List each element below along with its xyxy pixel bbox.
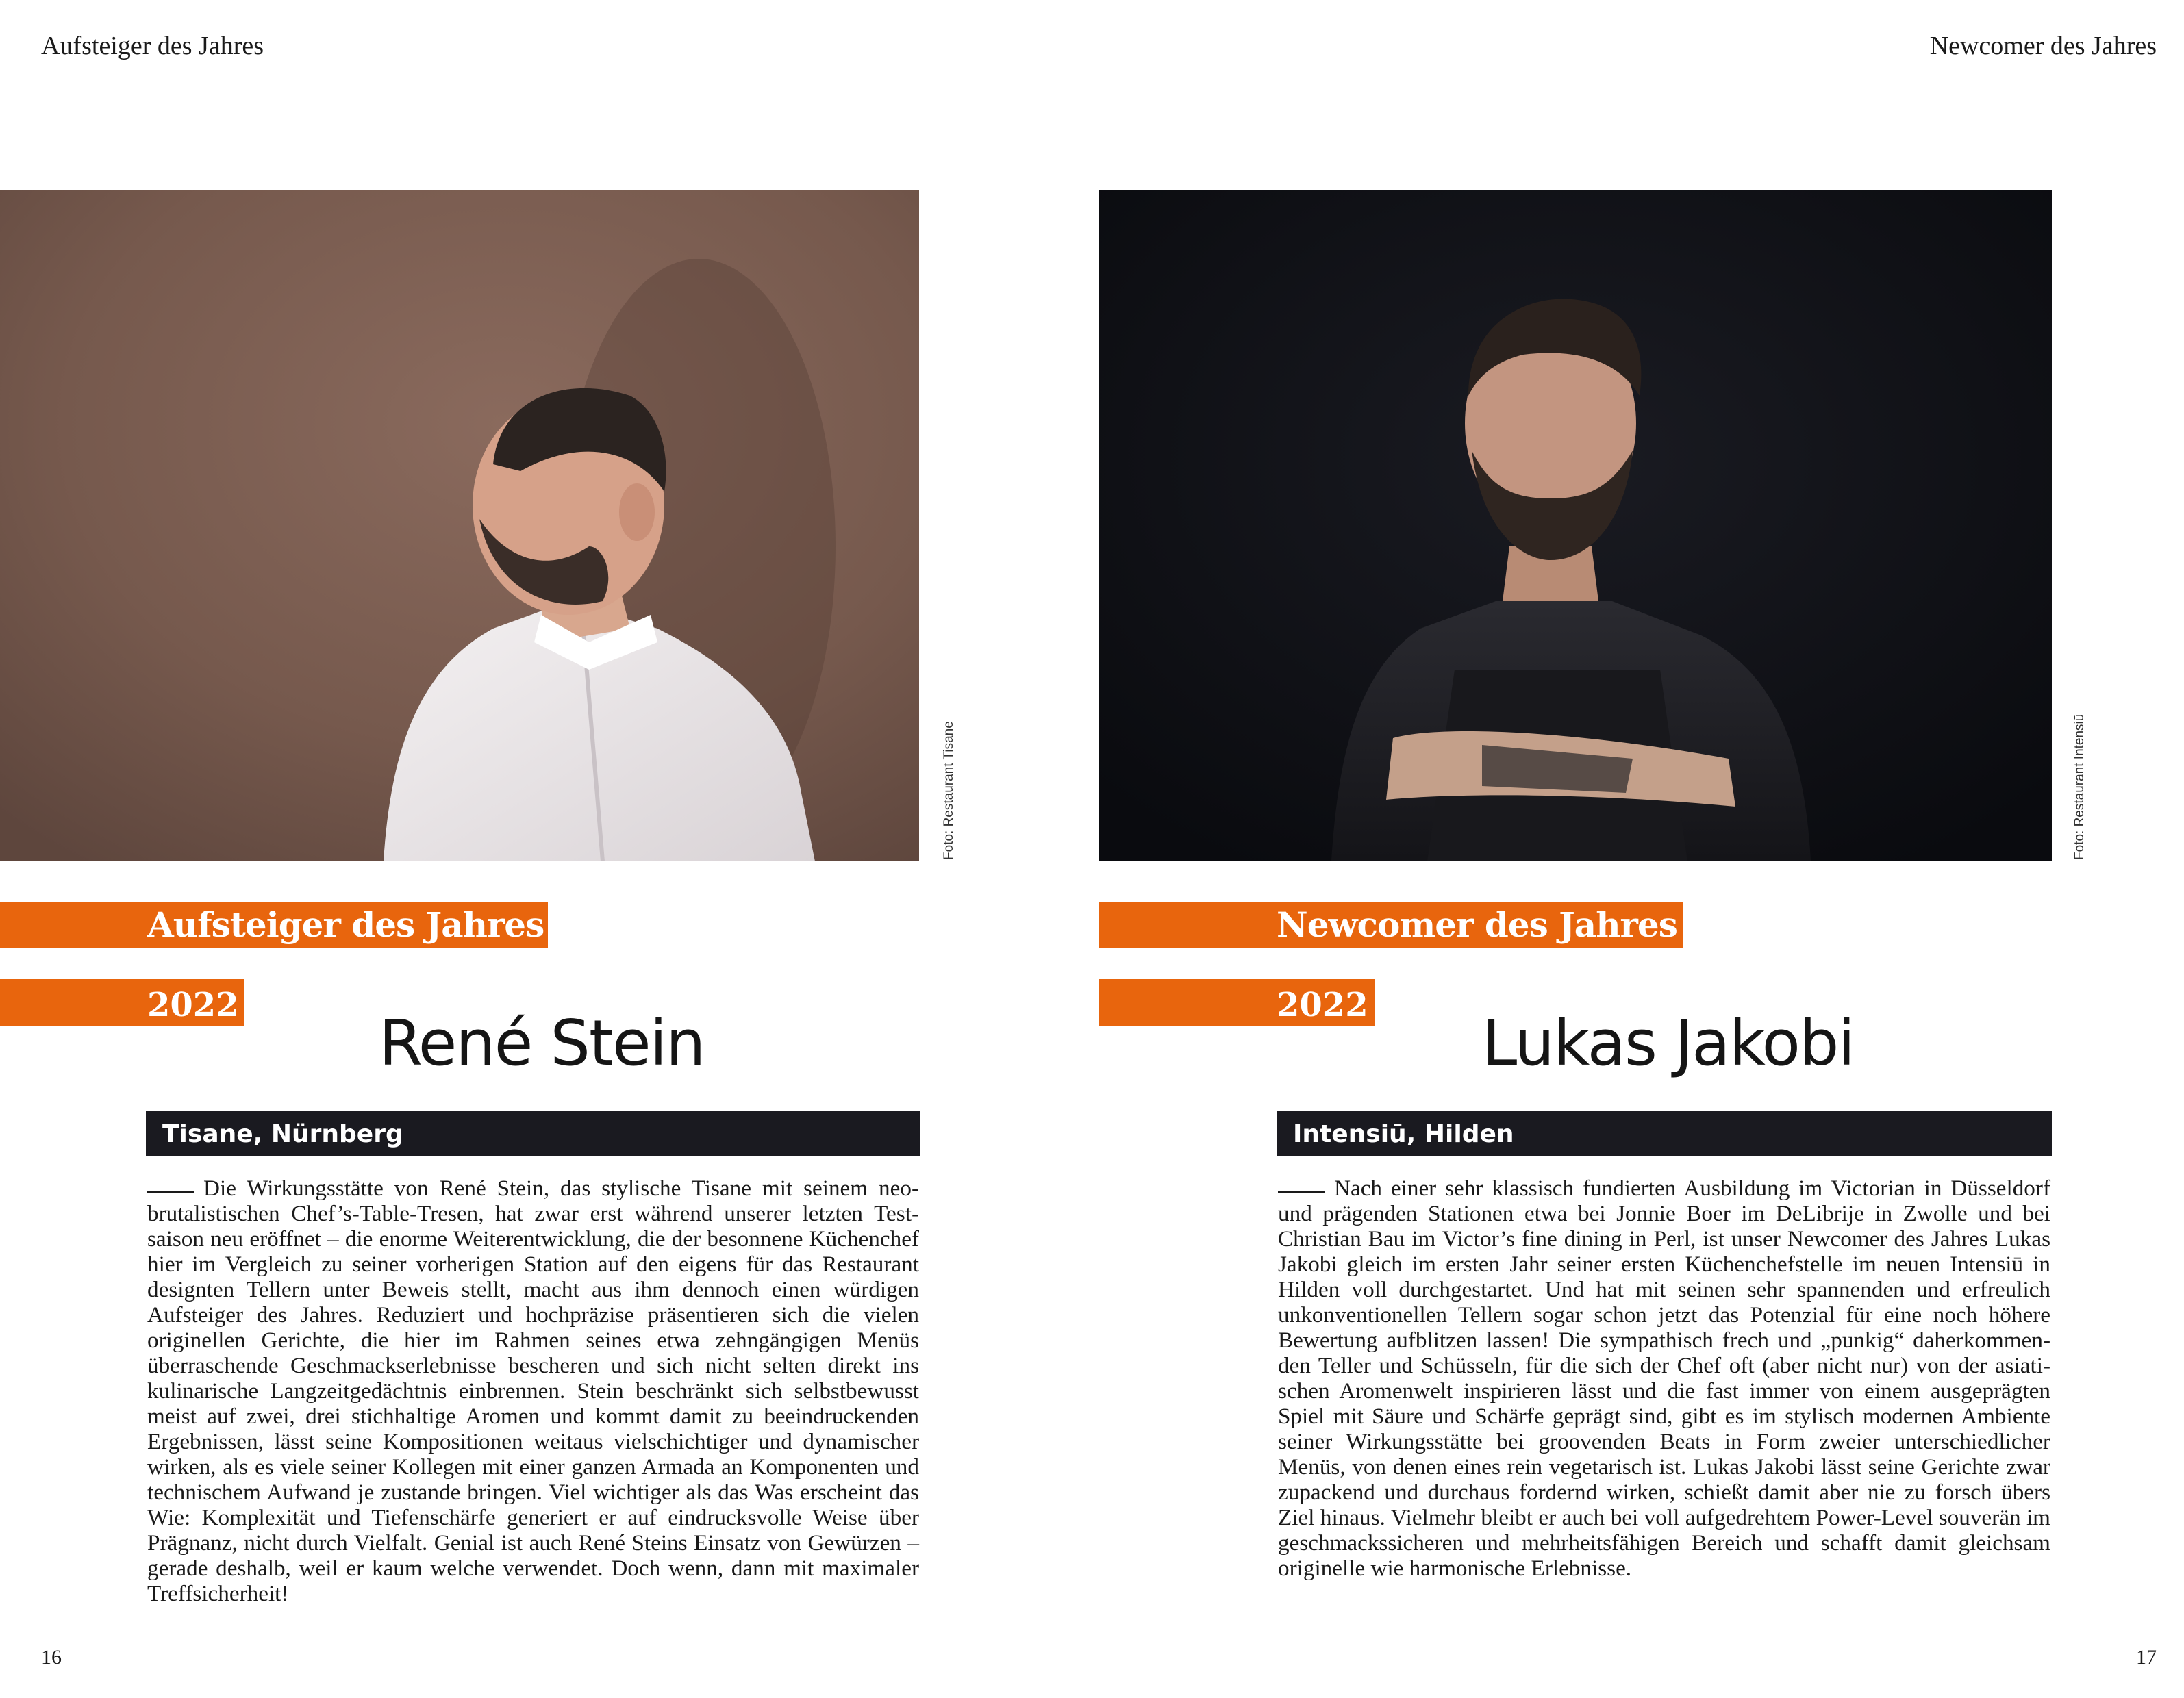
- right-article-body: [1278, 1176, 2050, 1581]
- left-chef-name: René Stein: [379, 1006, 705, 1080]
- chef-photo-rene-stein: [0, 190, 919, 861]
- right-lead-rule: [1278, 1191, 1325, 1193]
- left-running-head: Aufsteiger des Jahres: [41, 31, 264, 60]
- chef-photo-lukas-jakobi: [1099, 190, 2052, 861]
- right-page-number: 17: [2136, 1646, 2157, 1669]
- right-award-label: Newcomer des Jahres: [1099, 902, 1683, 948]
- left-lead-rule: [147, 1191, 194, 1193]
- right-year-badge: 2022: [1099, 979, 1375, 1026]
- right-location-bar: Intensiū, Hilden: [1277, 1111, 2052, 1156]
- left-article-text: Die Wirkungsstätte von René Stein, das stylische Tisane mit seinem neobrutalistischen Chef’s-Table-Tresen, hat zwar erst während unserer letzten Testsaison neu eröffnet – die enorme Weiterentwicklung, die der besonnene Küchenchef hier im Vergleich zu seiner vorherigen Station auf den eigens für das Restaurant designten Tellern unter Beweis stellt, macht aus ihm dennoch einen würdigen Aufsteiger des Jahres. Reduziert und hochpräzise präsentieren sich die vielen originellen Gerichte, die hier im Rahmen seines etwa zehngängigen Menüs überraschende Geschmackserlebnisse bescheren und sich nicht selten direkt ins kulinarische Langzeitgedächtnis einbrennen. Stein beschränkt sich selbstbewusst meist auf zwei, drei stichhaltige Aromen und kommt damit zu beeindruckenden Ergebnissen, lässt seine Kompositionen weitaus vielschichtiger und dynamischer wirken, als es viele seiner Kollegen mit einer ganzen Armada an Komponenten und technischem Aufwand je zustande bringen. Viel wichtiger als das Was erscheint das Wie: Komplexität und Tiefenschärfe generiert er auf eindrucksvolle Weise über Prägnanz, nicht durch Vielfalt. Genial ist auch René Steins Einsatz von Gewürzen – gerade deshalb, weil er kaum welche verwendet. Doch wenn, dann mit maximaler Treffsicherheit!: [147, 1176, 919, 1606]
- right-running-head: Newcomer des Jahres: [1929, 31, 2157, 60]
- right-chef-name: Lukas Jakobi: [1482, 1006, 1854, 1080]
- left-year-badge: 2022: [0, 979, 244, 1026]
- right-photo-credit: Foto: Restaurant Intensiū: [2072, 713, 2087, 860]
- right-article-text: Nach einer sehr klassisch fundierten Ausbildung im Victorian in Düsseldorf und prägenden Stationen etwa bei Jonnie Boer im DeLibrije in Zwolle und bei Christian Bau im Victor’s fine dining in Perl, ist unser Newcomer des Jahres Lukas Jakobi gleich im ersten Jahr seiner ersten Küchenchefstelle im neuen Intensiū in Hilden voll durchgestartet. Und hat mit seinen sehr spannenden und erfreulich unkonventionellen Tellern sogar schon jetzt das Potenzial für eine noch höhere Bewertung aufblitzen lassen! Die sympathisch frech und „punkig“ daherkommenden Teller und Schüsseln, für die sich der Chef oft (aber nicht nur) von der asiatischen Aromenwelt inspirieren lässt und die fast immer von einem ausgeprägten Spiel mit Säure und Schärfe geprägt sind, gibt es im stylisch modernen Ambiente seiner Wirkungsstätte bei groovenden Beats in Form zweier unterschiedlicher Menüs, von denen eines rein vegetarisch ist. Lukas Jakobi lässt seine Gerichte zwar zupackend und durchaus fordernd wirken, schießt damit aber nie zu forsch übers Ziel hinaus. Vielmehr bleibt er auch bei voll aufgedrehtem Power-Level souverän im geschmackssicheren und mehrheitsfähigen Bereich und schafft damit gleichsam originelle wie harmonische Erlebnisse.: [1278, 1176, 2050, 1581]
- left-award-label: Aufsteiger des Jahres: [0, 902, 548, 948]
- left-article-body: [147, 1176, 919, 1606]
- left-photo-credit: Foto: Restaurant Tisane: [942, 721, 956, 860]
- left-page-number: 16: [41, 1646, 62, 1669]
- left-location-bar: Tisane, Nürnberg: [146, 1111, 920, 1156]
